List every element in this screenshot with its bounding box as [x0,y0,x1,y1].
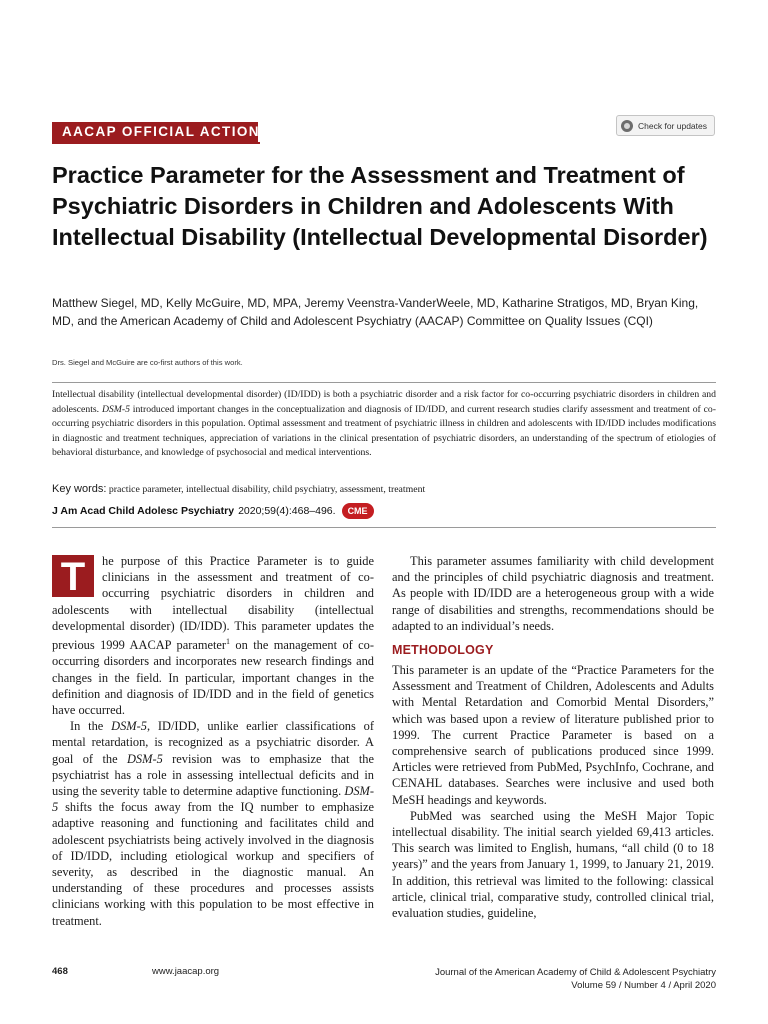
keywords-label: Key words: [52,483,107,495]
abstract-top-rule [52,382,716,383]
check-for-updates-button[interactable] [616,115,715,136]
dsm5-italic-3: DSM-5 [52,783,374,815]
dsm5-text-a: In the [70,719,112,734]
cme-badge[interactable]: CME [342,503,374,519]
journal-issue: Volume 59 / Number 4 / April 2020 [571,980,716,991]
article-title: Practice Parameter for the Assessment and Treatment of Psychiatric Disorders in Children and Adolescents With Intellectual Disability (Intellectual Developmental Disorder) [52,162,708,250]
check-for-updates-label: Check for updates [638,120,707,131]
dsm5-text-c: revision was to emphasize that the psychiatrist has a role in assessing intellectual deficits and in using the severity table to determine adaptive functioning. [52,751,374,798]
banner-underline [52,142,260,144]
body-right-column [392,553,714,921]
intro-text-end: on the management of co-occurring disorders and incorporates new research findings and changes in the field. In particular, important changes in the definition and diagnosis of ID/IDD and in the field of genetics have occurred. [52,638,374,717]
page-footer [52,966,716,996]
dsm5-text-d: shifts the focus away from the IQ number to emphasize adaptive reasoning and functioning and facilitates child and adolescent psychiatrists being actively involved in the diagnosis of ID/IDD, including etiological workup and specifiers of severity, as described in the diagnostic manual. An understanding of these procedures and processes assists clinicians working with this population to be most effective in treatment. [52,800,374,928]
citation [52,503,374,519]
body-left-column [52,553,374,929]
scope-paragraph: This parameter assumes familiarity with child development and the principles of child psychiatric diagnosis and treatment. As people with ID/IDD are a heterogeneous group with a wide range of disabilities and strengths, recommendations should be adapted to an individual’s needs. [392,554,714,633]
intro-text: he purpose of this Practice Parameter is to guide clinicians in the assessment and treatment of co-occurring psychiatric disorders in children and adolescents with intellectual disability (intellectual developmental disorder) (ID/IDD). This parameter updates the previous 1999 AACAP parameter [52,554,374,653]
abstract-bottom-rule [52,527,716,528]
abstract-text-2: introduced important changes in the conceptualization and diagnosis of ID/IDD, and current research studies clarify assessment and treatment of co-occurring psychiatric disorders in this population. Optimal assessment and treatment of psychiatric illness in children and adolescents with ID/IDD includes modifications in diagnostic and treatment techniques, appreciation of variations in the clinical presentation of psychiatric disorders, an understanding of the spectrum of etiologies of behavioral disturbance, and knowledge of psychosocial and medical interventions. [52,403,717,459]
methodology-paragraph: This parameter is an update of the “Practice Parameters for the Assessment and Treatment of Children, Adolescents and Adults with Mental Retardation and Comorbid Mental Disorders,” which was based upon a review of literature published prior to 1999. The current Practice Parameter is based on a comprehensive search of publications produced since 1999. Articles were retrieved from PubMed, PsychInfo, Cochrane, and CENAHL databases. Searches were inclusive and used both MeSH headings and keywords. [392,663,714,807]
refresh-badge-icon [621,120,633,132]
methodology-heading: METHODOLOGY [392,643,494,658]
drop-cap: T [52,555,94,597]
journal-info [435,966,716,992]
reference-marker[interactable]: 1 [226,637,231,647]
co-first-author-note: Drs. Siegel and McGuire are co-first authors of this work. [52,358,243,367]
pubmed-paragraph: PubMed was searched using the MeSH Major Topic intellectual disability. The initial search yielded 69,413 articles. This search was limited to English, humans, “all child (0 to 18 years)” and the years from January 1, 1999, to January 21, 2019. In addition, this retrieval was limited to the following: classical article, clinical trial, comparative study, controlled clinical trial, evaluation studies, guideline, [392,808,714,921]
abstract [52,388,716,461]
section-banner: AACAP OFFICIAL ACTION [52,122,258,142]
page-number: 468 [52,966,68,977]
citation-journal: J Am Acad Child Adolesc Psychiatry [52,505,235,517]
abstract-text-1: Intellectual disability (intellectual developmental disorder) (ID/IDD) is both a psychiatric disorder and a risk factor for co-occurring psychiatric disorders in children and adolescents. [52,389,716,415]
dsm5-paragraph [52,718,374,929]
website-link[interactable]: www.jaacap.org [152,966,220,977]
dsm5-italic-1: DSM-5 [111,719,147,734]
keywords-value: practice parameter, intellectual disability, child psychiatry, assessment, treatment [108,484,426,495]
abstract-dsm5: DSM-5 [101,403,130,415]
intro-paragraph [52,553,374,718]
citation-details: 2020;59(4):468–496. [238,505,336,517]
keywords [52,483,716,495]
dsm5-text-b: , ID/IDD, unlike earlier classifications of mental retardation, is recognized as a psychiatric disorder. A goal of the [52,719,374,766]
dsm5-italic-2: DSM-5 [126,751,163,766]
author-list: Matthew Siegel, MD, Kelly McGuire, MD, MPA, Jeremy Veenstra-VanderWeele, MD, Katharine Stratigos, MD, Bryan King, MD, and the American Academy of Child and Adolescent Psychiatry (AACAP) Committee on Quality Issues (CQI) [52,296,699,328]
journal-name: Journal of the American Academy of Child & Adolescent Psychiatry [435,967,716,978]
